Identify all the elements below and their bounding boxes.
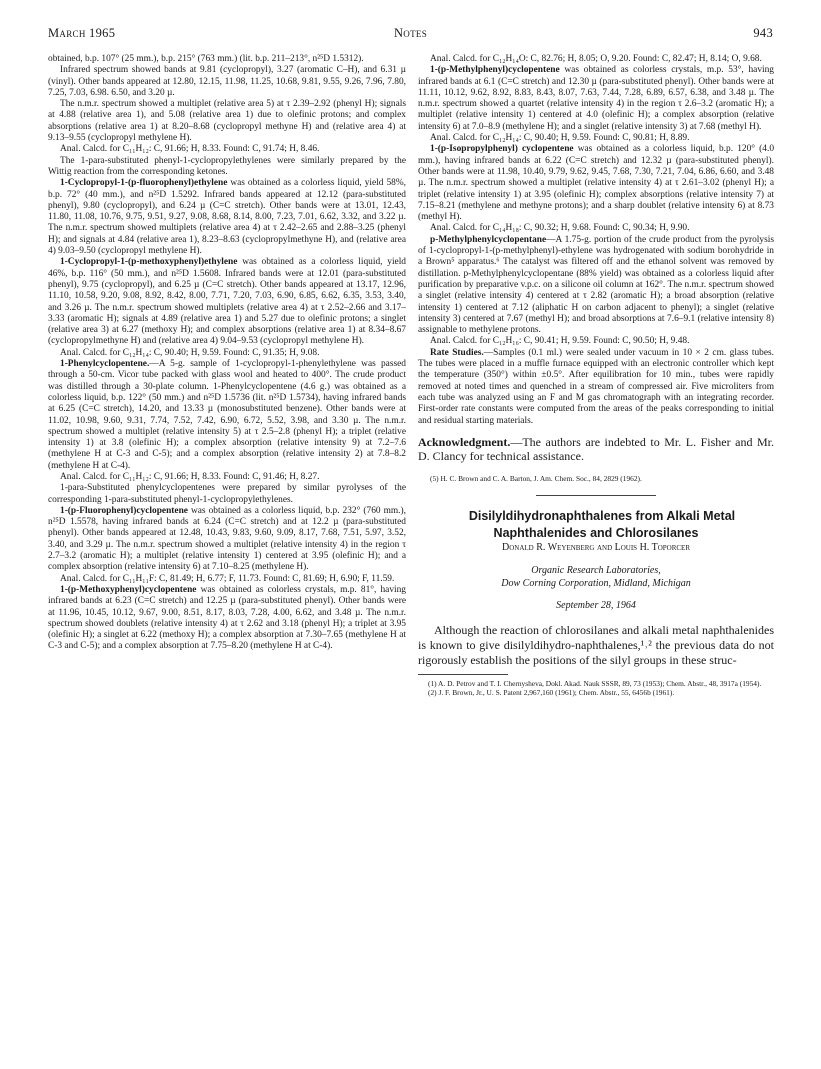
- article-divider: [536, 495, 656, 496]
- running-header: [48, 26, 773, 42]
- paragraph-text: was obtained as a colorless liquid, yield 58%, b.p. 72° (40 mm.), and n²⁵D 1.5292. Infrared bands appeared at 12.12 (para-substituted phenyl), 9.80 (cyclopropyl), and 6.24 µ (C=C stretch). Other bands were at 13.01, 12.43, 11.80, 11.08, 10.76, 9.75, 9.51, 9.27, 9.08, 8.68, 8.14, 8.00, 7.23, 7.01, 6.62, 3.32, and 3.22 µ. The n.m.r. spectrum showed multiplets (relative area 4) at τ 2.42–2.65 and 2.88–3.25 (phenyl H); and signals at 4.84 (relative area 1), 8.23–8.63 (cyclopropylmethyne H), and (relative area 4) 9.03–9.50 (cyclopropyl methylene H).: [48, 178, 406, 257]
- paragraph-text: was obtained as a colorless liquid, yield 46%, b.p. 116° (50 mm.), and n²⁵D 1.5608. Infrared bands were at 12.01 (para-substituted phenyl), 9.75 (cyclopropyl), and 6.25 µ (C=C stretch). Other bands appeared at 13.17, 12.96, 11.10, 10.58, 9.20, 9.08, 8.92, 8.42, 8.00, 7.71, 7.20, 7.03, 6.90, 6.85, 6.62, 6.35, 3.53, 3.40, and 3.26 µ. The n.m.r. spectrum showed multiplets (relative area 4) at τ 2.52–2.66 and 3.17–3.33 (aromatic H); signals at 4.89 (relative area 1) and 5.27 due to olefinic protons; a singlet (relative area 3) at 6.27 (methoxy H); and complex absorptions (relative area 1) at 8.34–8.67 (cyclopropylmethyne H) and (relative area 4) 9.04–9.53 (cyclopropyl methylene H).: [48, 257, 406, 347]
- footnote-divider: [418, 674, 508, 675]
- compound-heading: 1-(p-Isopropylphenyl) cyclopentene: [430, 144, 574, 155]
- left-column-paragraph: [48, 178, 406, 257]
- left-column-paragraph: [48, 65, 406, 99]
- right-column-paragraphs: [418, 54, 774, 427]
- right-column-paragraph: [418, 336, 774, 347]
- paragraph-text: Infrared spectrum showed bands at 9.81 (cyclopropyl), 3.27 (aromatic C–H), and 6.31 µ (vinyl). Other bands appeared at 12.80, 12.15, 11.98, 11.25, 10.68, 9.81, 9.55, 9.26, 7.96, 7.80, 7.25, 7.03, 6.98. 6.50, and 3.20 µ.: [48, 65, 406, 98]
- left-column-paragraph: [48, 156, 406, 179]
- right-column-paragraph: [418, 223, 774, 234]
- paragraph-text: Anal. Calcd. for C₁₂H₁₆: C, 90.41; H, 9.59. Found: C, 90.50; H, 9.48.: [430, 336, 690, 347]
- received-date: September 28, 1964: [556, 599, 636, 611]
- paragraph-text: was obtained as a colorless liquid, b.p. 120° (4.0 mm.), having infrared bands at 6.22 (C=C stretch) and 12.32 µ (para-substituted phenyl). Other bands were at 11.98, 10.40, 9.79, 9.62, 9.45, 7.68, 7.30, 7.21, 7.04, 6.86, 6.60, and 3.48 µ. The n.m.r. spectrum showed a multiplet (relative intensity 4) at τ 2.61–3.02 (phenyl H); a triplet (relative intensity 1) at 3.95 (olefinic H); complex absorptions (relative intensity 7) at 7.15–8.21 (methylene and methyne protons); and a sharp doublet (relative intensity 6) at 8.73 (methyl H).: [418, 144, 775, 223]
- right-column: [418, 54, 774, 698]
- left-column: [48, 54, 406, 653]
- article-authors: Donald R. Weyenberg and Louis H. Toporcer: [501, 542, 691, 554]
- left-column-paragraph: [48, 585, 406, 653]
- compound-heading: 1-(p-Fluorophenyl)cyclopentene: [60, 505, 188, 516]
- left-column-paragraph: [48, 257, 406, 347]
- reference-list: [418, 679, 774, 698]
- paragraph-text: 1-para-Substituted phenylcyclopentenes were prepared by similar pyrolyses of the corresponding 1-para-substituted phenyl-1-cyclopropylethylenes.: [48, 483, 406, 505]
- left-column-paragraph: [48, 99, 406, 144]
- paragraph-text: Anal. Calcd. for C₁₂H₁₄O: C, 82.76; H, 8.05; O, 9.20. Found: C, 82.47; H, 8.14; O, 9.68.: [430, 54, 762, 64]
- compound-heading: 1-Cyclopropyl-1-(p-fluorophenyl)ethylene: [60, 178, 228, 189]
- acknowledgment: [418, 435, 774, 464]
- reference-2: (2) J. F. Brown, Jr., U. S. Patent 2,967,160 (1961); Chem. Abstr., 55, 6456b (1961).: [428, 688, 675, 698]
- compound-heading: Rate Studies.: [430, 347, 484, 358]
- right-column-paragraph: [418, 144, 774, 223]
- article-intro-paragraph: Although the reaction of chlorosilanes and alkali metal naphthalenides is known to give disilyldihydro-naphthalenes,¹˒² the previous data do not rigorously establish the positions of the silyl groups in these struc-: [418, 622, 774, 667]
- paragraph-text: The 1-para-substituted phenyl-1-cyclopropylethylenes were similarly prepared by the Wittig reaction from the corresponding ketones.: [48, 155, 406, 177]
- left-column-paragraph: [48, 54, 406, 65]
- paragraph-text: was obtained as colorless crystals, m.p. 53°, having infrared bands at 6.1 (C=C stretch) and 12.30 µ (para-substituted phenyl). Other bands were at 11.11, 10.12, 9.62, 8.92, 8.83, 8.43, 8.07, 7.63, 7.44, 7.28, 6.89, 6.57, 6.38, and 3.48 µ. The n.m.r. spectrum showed a quartet (relative intensity 4) in the region τ 2.6–3.2 (aromatic H); a multiplet (relative intensity 1) centered at 4.0 (olefinic H); a complex absorption (relative intensity 6) at 7.0–8.9 (methylene H); and a singlet (relative intensity 3) at 7.68 (methyl H).: [418, 65, 774, 132]
- right-column-paragraph: [418, 65, 774, 133]
- left-column-paragraph: [48, 359, 406, 472]
- header-section: Notes: [393, 26, 428, 40]
- left-column-paragraph: [48, 144, 406, 155]
- affiliation-line-2: Dow Corning Corporation, Midland, Michigan: [501, 577, 691, 589]
- right-column-paragraph: [418, 54, 774, 65]
- left-column-paragraph: [48, 348, 406, 359]
- paragraph-text: Anal. Calcd. for C₁₁H₁₂: C, 91.66; H, 8.33. Found: C, 91.74; H, 8.46.: [60, 144, 320, 155]
- paragraph-text: was obtained as a colorless liquid, b.p. 232° (760 mm.), n²⁵D 1.5578, having infrared bands at 6.24 (C=C stretch) and at 12.2 µ (para-substituted phenyl). Other bands appeared at 12.48, 10.43, 9.83, 9.60, 9.09, 8.17, 7.68, 7.51, 5.97, 3.52, 3.40, and 3.29 µ. The n.m.r. spectrum showed a multiplet (relative intensity 4) in the region τ 2.7–3.2 (aromatic H); a multiplet (relative intensity 1) centered at 3.95 (olefinic H); and a complex absorption (relative intensity 6) at 7.10–8.25 (methylene H).: [48, 505, 406, 573]
- paragraph-text: —Samples (0.1 ml.) were sealed under vacuum in 10 × 2 cm. glass tubes. The tubes were placed in a muffle furnace equipped with an electronic controller which kept the temperature (350°) within ±0.5°. After equilibration for 10 min., tubes were rapidly removed at noted times and quenched in a stream of compressed air. Five microliters from each tube was analyzed using an F and M gas chromatograph with an integrating recorder. First-order rate constants were computed from the areas of the peaks corresponding to initial and residual starting materials.: [418, 347, 774, 426]
- left-column-paragraph: [48, 483, 406, 506]
- reference-1: (1) A. D. Petrov and T. I. Chernysheva, Dokl. Akad. Nauk SSSR, 89, 73 (1953); Chem. Abstr., 48, 3917a (1954).: [428, 678, 762, 688]
- paragraph-text: obtained, b.p. 107° (25 mm.), b.p. 215° (763 mm.) (lit. b.p. 211–213°, n²⁵D 1.5312).: [48, 54, 364, 64]
- right-column-paragraph: [418, 133, 774, 144]
- page-number: 943: [753, 26, 773, 40]
- right-column-paragraph: [418, 348, 774, 427]
- paragraph-text: Anal. Calcd. for C₁₂H₁₄: C, 90.40; H, 9.59. Found: C, 90.81; H, 8.89.: [430, 133, 690, 144]
- footnote-5: (5) H. C. Brown and C. A. Barton, J. Am. Chem. Soc., 84, 2829 (1962).: [430, 473, 642, 483]
- paragraph-text: was obtained as colorless crystals, m.p. 81°, having infrared bands at 6.23 (C=C stretch) and 12.25 µ (para-substituted phenyl). Other bands were at 11.96, 10.45, 10.12, 9.67, 9.00, 8.51, 8.17, 8.03, 7.28, 4.00, 6.62, and 3.48 µ. The n.m.r. spectrum showed doublets (relative intensity 4) at τ 2.62 and 3.18 (phenyl H); a triplet at 3.95 (olefinic H); a singlet at 6.22 (methoxy H); a complex absorption at 7.30–7.65 (methylene H at C-3 and C-5); and a complex absorption at 7.75–8.20 (methylene H at C-4).: [48, 584, 406, 652]
- left-column-paragraph: [48, 574, 406, 585]
- compound-heading: p-Methylphenylcyclopentane: [430, 234, 547, 245]
- compound-heading: 1-Phenylcyclopentene.: [60, 359, 150, 370]
- paragraph-text: The n.m.r. spectrum showed a multiplet (relative area 5) at τ 2.39–2.92 (phenyl H); signals at 4.88 (relative area 1), and 5.08 (relative area 1) due to olefinic protons; and complex absorptions (relative area 1) at 8.20–8.68 (cyclopropyl methyne H) and (relative area 4) at 9.13–9.55 (cyclopropyl methylene H).: [48, 99, 406, 144]
- left-column-paragraph: [48, 472, 406, 483]
- right-column-paragraph: [418, 235, 774, 337]
- compound-heading: 1-(p-Methoxyphenyl)cyclopentene: [60, 584, 197, 595]
- affiliation-line-1: Organic Research Laboratories,: [531, 564, 661, 576]
- paragraph-text: Anal. Calcd. for C₁₄H₁₈: C, 90.32; H, 9.68. Found: C, 90.34; H, 9.90.: [430, 223, 690, 234]
- paragraph-text: —A 1.75-g. portion of the crude product from the pyrolysis of 1-cyclopropyl-1-(p-methylphenyl)-ethylene was hydrogenated with sodium borohydride in a Brown⁵ apparatus.⁶ The catalyst was filtered off and the ethanol solvent was removed by distillation. p-Methylphenylcyclopentane (88% yield) was obtained as a colorless liquid after purification by preparative v.p.c. on a silicone oil column at 162°. The n.m.r. spectrum showed a singlet (relative intensity 4) centered at τ 2.82 (aromatic H); a broad absorption (relative intensity 1) centered at 7.12 (aliphatic H on carbon adjacent to phenyl); a singlet (relative intensity 3) centered at 7.67 (methyl H); and broad absorptions at 7.6–9.1 (relative intensity 8) assignable to methylene protons.: [418, 234, 774, 336]
- paragraph-text: —A 5-g. sample of 1-cyclopropyl-1-phenylethylene was passed through a 50-cm. Vicor tube packed with glass wool and heated to 400°. The crude product was distilled through a 30-plate column. 1-Phenylcyclopentene (4.6 g.) was obtained as a colorless liquid, b.p. 122° (50 mm.) and n²⁵D 1.5736 (lit. n²⁵D 1.5734), having infrared bands at 6.25 (C=C stretch), 14.20, and 13.33 µ (monosubstituted benzene). Other bands were at 11.02, 10.98, 9.60, 9.31, 7.74, 7.52, 7.42, 6.90, 6.72, 5.52, 3.98, and 3.30 µ. The n.m.r. spectrum showed a multiplet (relative intensity 5) at τ 2.5–2.8 (phenyl H); a triplet (relative intensity 1) at 3.8 (olefinic H); a complex absorption (relative intensity 9) at 7.2–7.6 (methylene H at C-3 and C-5); and a complex absorption (relative intensity 2) at 7.8–8.2 (methylene H at C-4).: [48, 359, 406, 471]
- header-date: March 1965: [48, 26, 116, 40]
- article-title: Disilyldihydronaphthalenes from Alkali Metal Naphthalenides and Chlorosilanes: [468, 509, 736, 541]
- compound-heading: 1-(p-Methylphenyl)cyclopentene: [430, 65, 560, 76]
- compound-heading: 1-Cyclopropyl-1-(p-methoxyphenyl)ethylene: [60, 257, 238, 268]
- paragraph-text: Anal. Calcd. for C₁₁H₁₁F: C, 81.49; H, 6.77; F, 11.73. Found: C, 81.69; H, 6.90; F, 11.59.: [60, 573, 395, 584]
- acknowledgment-text: —The authors are indebted to Mr. L. Fisher and Mr. D. Clancy for technical assistance.: [418, 434, 774, 464]
- paragraph-text: Anal. Calcd. for C₁₁H₁₂: C, 91.66; H, 8.33. Found: C, 91.46; H, 8.27.: [60, 471, 320, 482]
- paragraph-text: Anal. Calcd. for C₁₂H₁₄: C, 90.40; H, 9.59. Found: C, 91.35; H, 9.08.: [60, 347, 320, 358]
- left-column-paragraph: [48, 506, 406, 574]
- acknowledgment-heading: Acknowledgment.: [418, 434, 511, 449]
